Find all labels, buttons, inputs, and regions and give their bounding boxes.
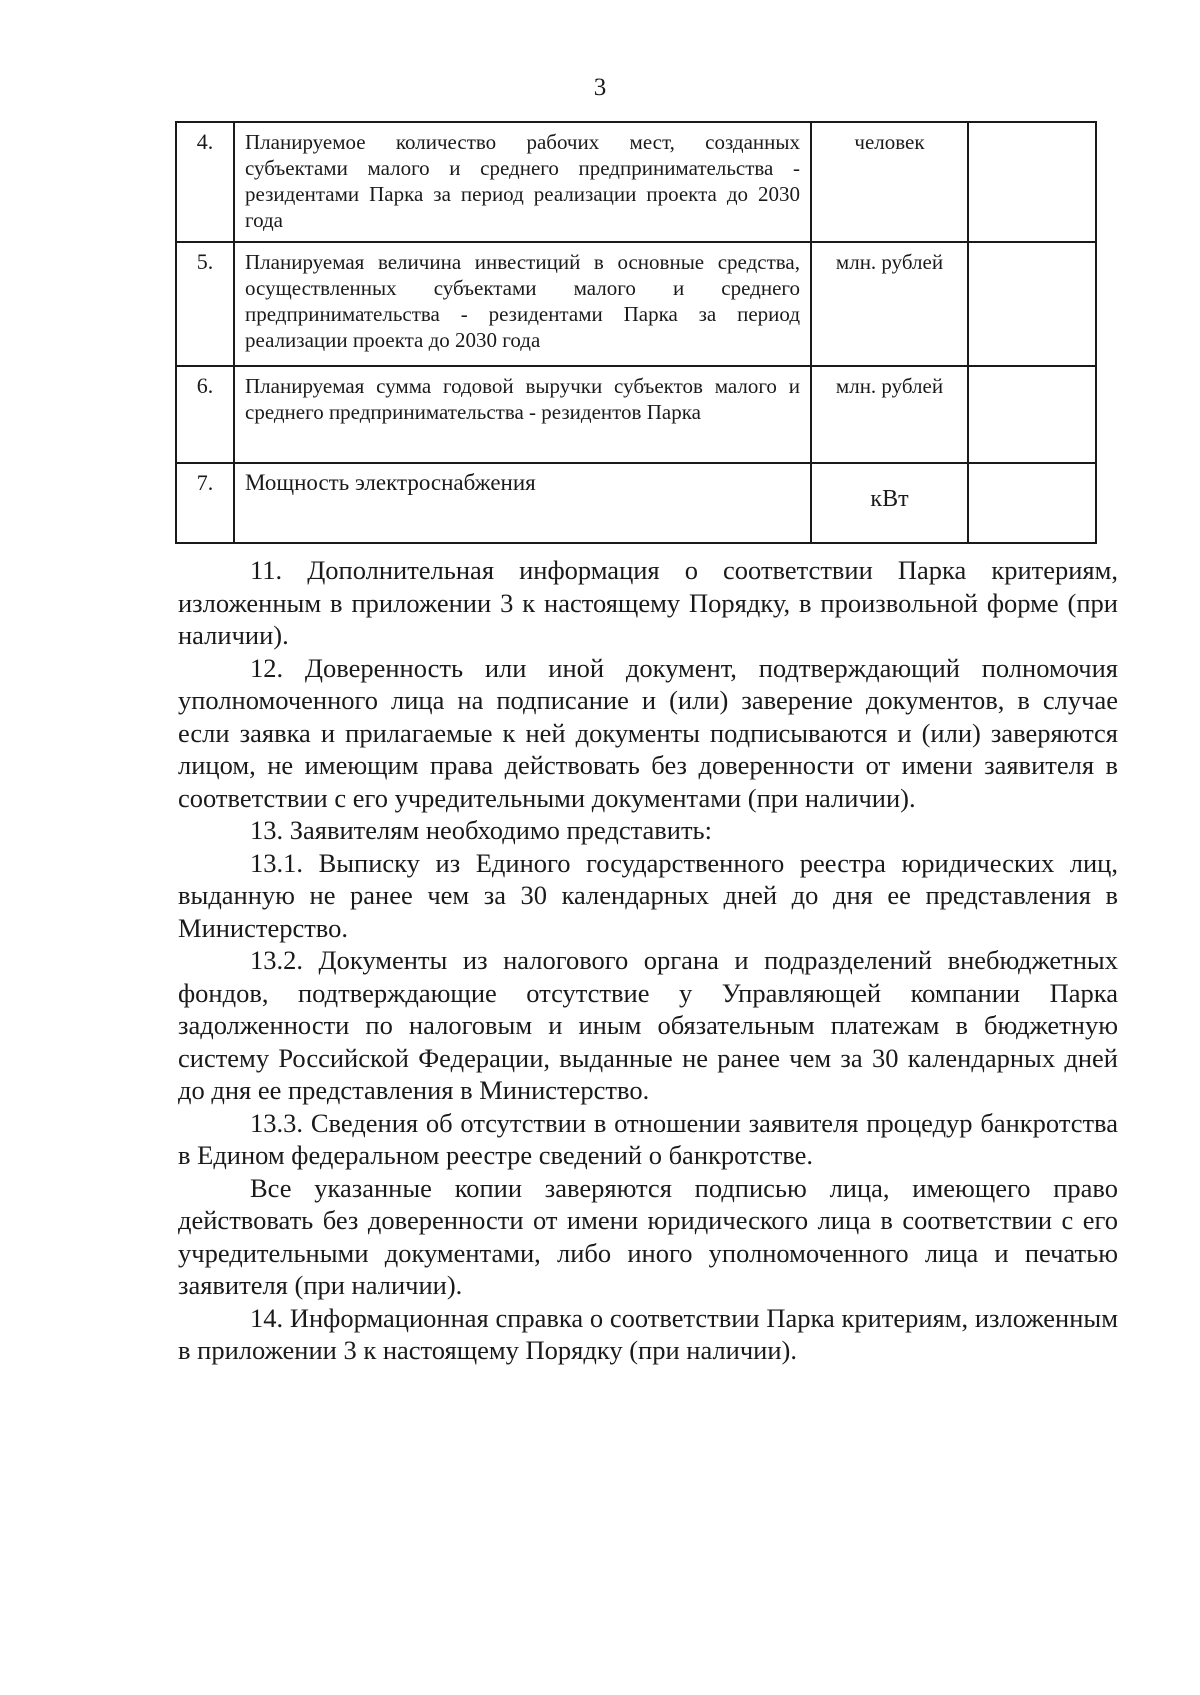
table-row	[176, 463, 1096, 543]
paragraph-copies-certification: Все указанные копии заверяются подписью лица, имеющего право действовать без доверенности от имени юридического лица в соответствии с его учредительными документами, либо иного уполномоченного лица и печатью заявителя (при наличии).	[178, 1172, 1118, 1300]
body-text	[178, 554, 1118, 1367]
indicator-value	[968, 366, 1096, 463]
indicator-name: Планируемое количество рабочих мест, созданных субъектами малого и среднего предпринимательства - резидентами Парка за период реализации проекта до 2030 года	[234, 122, 811, 242]
table-row	[176, 122, 1096, 242]
paragraph-13-1: 13.1. Выписку из Единого государственного реестра юридических лиц, выданную не ранее чем за 30 календарных дней до дня ее представления в Министерство.	[178, 847, 1118, 943]
paragraph-13-3: 13.3. Сведения об отсутствии в отношении заявителя процедур банкротства в Едином федеральном реестре сведений о банкротстве.	[178, 1107, 1118, 1170]
page-number: 3	[593, 74, 607, 101]
table-row	[176, 242, 1096, 366]
paragraph-12: 12. Доверенность или иной документ, подтверждающий полномочия уполномоченного лица на подписание и (или) заверение документов, в случае если заявка и прилагаемые к ней документы подписываются и (или) заверяются лицом, не имеющим права действовать без доверенности от имени заявителя в соответствии с его учредительными документами (при наличии).	[178, 652, 1118, 813]
indicators-table	[175, 121, 1097, 544]
table-row	[176, 366, 1096, 463]
unit-of-measure: млн. рублей	[811, 242, 968, 366]
indicator-name: Планируемая сумма годовой выручки субъектов малого и среднего предпринимательства - резидентов Парка	[234, 366, 811, 463]
indicator-name: Планируемая величина инвестиций в основные средства, осуществленных субъектами малого и среднего предпринимательства - резидентами Парка за период реализации проекта до 2030 года	[234, 242, 811, 366]
paragraph-14: 14. Информационная справка о соответствии Парка критериям, изложенным в приложении 3 к настоящему Порядку (при наличии).	[178, 1302, 1118, 1365]
indicator-value	[968, 242, 1096, 366]
unit-of-measure: кВт	[811, 463, 968, 543]
indicator-name: Мощность электроснабжения	[234, 463, 811, 543]
indicator-value	[968, 463, 1096, 543]
unit-of-measure: человек	[811, 122, 968, 242]
row-number: 5.	[176, 242, 234, 366]
row-number: 6.	[176, 366, 234, 463]
row-number: 4.	[176, 122, 234, 242]
indicator-value	[968, 122, 1096, 242]
paragraph-13: 13. Заявителям необходимо представить:	[250, 815, 713, 845]
row-number: 7.	[176, 463, 234, 543]
paragraph-13-2: 13.2. Документы из налогового органа и подразделений внебюджетных фондов, подтверждающие отсутствие у Управляющей компании Парка задолженности по налоговым и иным обязательным платежам в бюджетную систему Российской Федерации, выданные не ранее чем за 30 календарных дней до дня ее представления в Министерство.	[178, 945, 1118, 1105]
unit-of-measure: млн. рублей	[811, 366, 968, 463]
paragraph-11: 11. Дополнительная информация о соответствии Парка критериям, изложенным в приложении 3 к настоящему Порядку, в произвольной форме (при наличии).	[178, 555, 1118, 650]
